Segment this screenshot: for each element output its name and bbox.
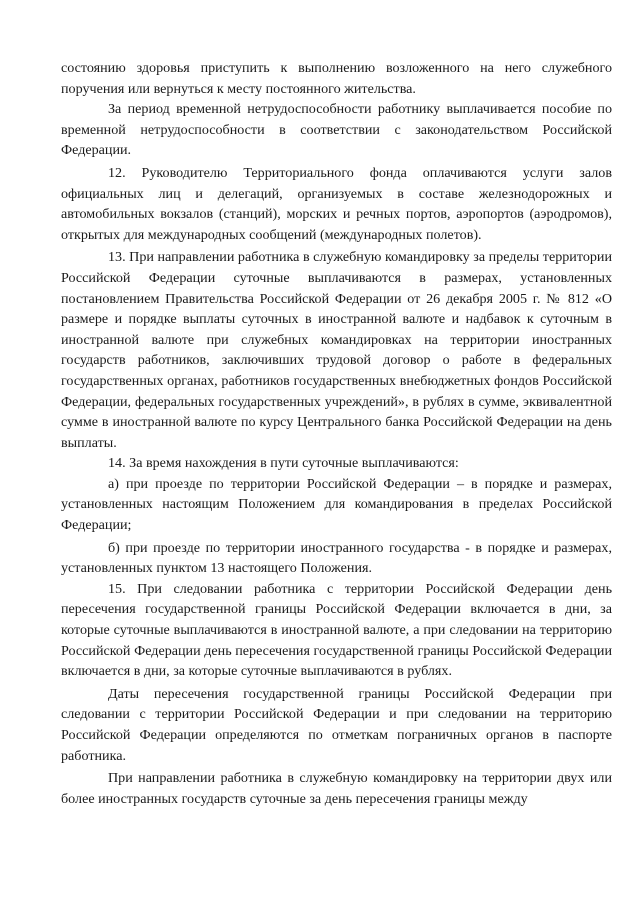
paragraph-item-14: 14. За время нахождения в пути суточные выплачиваются: bbox=[108, 455, 459, 472]
paragraph-item-13: 13. При направлении работника в служебную командировку за пределы территории Российской Федерации суточные выплачиваются в размерах, установленных постановлением Правительства Российской Федерации от 26 декабря 2005 г. № 812 «О размере и порядке выплаты суточных в иностранной валюте и надбавок к суточным в иностранной валюте при служебных командировках на территории иностранных государств работников, заключивших трудовой договор о работе в федеральных государственных органах, работников государственных внебюджетных фондов Российской Федерации, федеральных государственных учреждений», в рублях в сумме, эквивалентной сумме в иностранной валюте по курсу Центрального банка Российской Федерации на день выплаты. bbox=[61, 249, 612, 451]
paragraph-item-14b: б) при проезде по территории иностранного государства - в порядке и размерах, установленных пунктом 13 настоящего Положения. bbox=[61, 539, 612, 577]
paragraph-item-14a: а) при проезде по территории Российской Федерации – в порядке и размерах, установленных настоящим Положением для командирования в пределах Российской Федерации; bbox=[61, 475, 612, 534]
paragraph-multiple-states: При направлении работника в служебную командировку на территории двух или более иностранных государств суточные за день пересечения границы между bbox=[61, 770, 612, 807]
paragraph-item-12: 12. Руководителю Территориального фонда оплачиваются услуги залов официальных лиц и делегаций, организуемых в составе железнодорожных и автомобильных вокзалов (станций), морских и речных портов, аэропортов (аэродромов), открытых для международных сообщений (международных полетов). bbox=[61, 164, 612, 243]
paragraph-sick-leave: За период временной нетрудоспособности работнику выплачивается пособие по временной нетрудоспособности в соответствии с законодательством Российской Федерации. bbox=[61, 101, 612, 159]
paragraph-continuation: состоянию здоровья приступить к выполнению возложенного на него служебного поручения или вернуться к месту постоянного жительства. bbox=[61, 60, 612, 97]
paragraph-border-dates: Даты пересечения государственной границы Российской Федерации при следовании с территории Российской Федерации и при следовании на территорию Российской Федерации определяются по отметкам пограничных органов в паспорте работника. bbox=[61, 685, 612, 764]
document-page bbox=[61, 58, 612, 809]
paragraph-item-15: 15. При следовании работника с территории Российской Федерации день пересечения государственной границы Российской Федерации включается в дни, за которые суточные выплачиваются в иностранной валюте, а при следовании на территорию Российской Федерации день пересечения государственной границы Российской Федерации включается в дни, за которые суточные выплачиваются в рублях. bbox=[61, 580, 612, 680]
